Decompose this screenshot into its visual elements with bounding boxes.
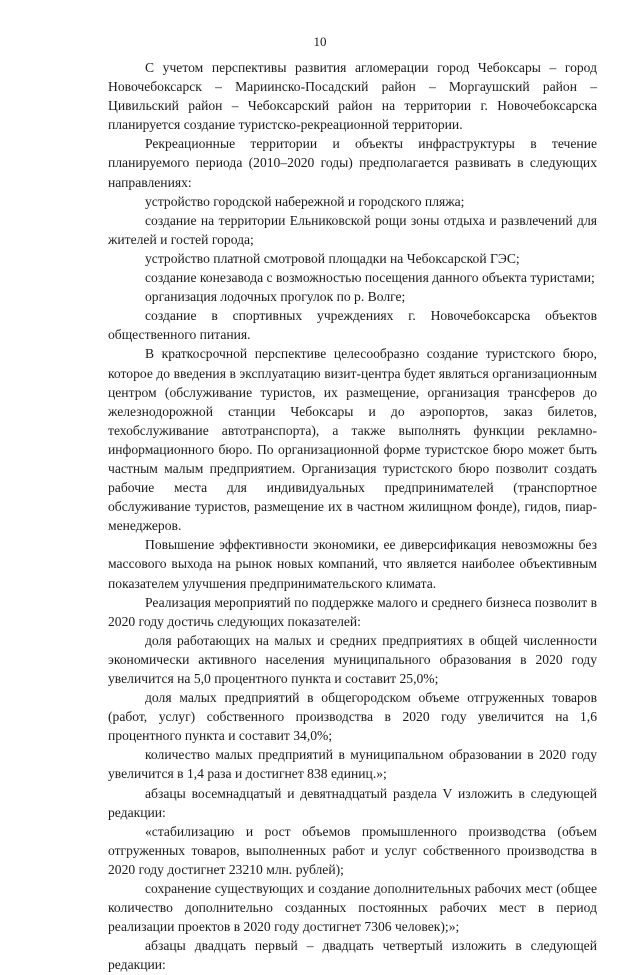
paragraph: создание на территории Ельниковской рощи зоны отдыха и развлечений для жителей и гостей города; — [108, 212, 597, 247]
paragraph: абзацы двадцать первый – двадцать четвертый изложить в следующей редакции: — [108, 938, 597, 973]
paragraph: организация лодочных прогулок по р. Волге; — [145, 289, 406, 305]
paragraph: Реализация мероприятий по поддержке малого и среднего бизнеса позволит в 2020 году достичь следующих показателей: — [108, 594, 597, 629]
paragraph: доля малых предприятий в общегородском объеме отгруженных товаров (работ, услуг) собственного производства в 2020 году увеличится на 1,6 процентного пункта и составит 34,0%; — [108, 690, 597, 744]
paragraph: С учетом перспективы развития агломерации город Чебоксары – город Новочебоксарск – Мариинско-Посадский район – Моргаушский район – Цивильский район – Чебоксарский район на территории г. Новочебоксарска планируется создание туристско-рекреационной территории. — [108, 60, 597, 133]
paragraph: абзацы восемнадцатый и девятнадцатый раздела V изложить в следующей редакции: — [108, 785, 597, 820]
paragraph: «стабилизацию и рост объемов промышленного производства (объем отгруженных товаров, выполненных работ и услуг собственного производства в 2020 году достигнет 23210 млн. рублей); — [108, 823, 597, 877]
paragraph: сохранение существующих и создание дополнительных рабочих мест (общее количество дополнительно созданных постоянных рабочих мест в период реализации проектов в 2020 году достигнет 7306 человек);»; — [108, 881, 597, 935]
paragraph: устройство городской набережной и городского пляжа; — [145, 193, 465, 209]
document-body — [108, 58, 597, 975]
paragraph: доля работающих на малых и средних предприятиях в общей численности экономически активного населения муниципального образования в 2020 году увеличится на 5,0 процентного пункта и составит 25,0%; — [108, 632, 597, 686]
paragraph: Повышение эффективности экономики, ее диверсификация невозможны без массового выхода на рынок новых компаний, что является наиболее объективным показателем улучшения предпринимательского климата. — [108, 537, 597, 591]
paragraph: В краткосрочной перспективе целесообразно создание туристского бюро, которое до введения в эксплуатацию визит-центра будет являться организационным центром (обслуживание туристов, их размещение, организация трансферов до железнодорожной станции Чебоксары и до аэропортов, заказ билетов, техобслуживание автотранспорта), а также выполнять функции рекламно-информационного бюро. По организационной форме туристское бюро может быть частным малым предприятием. Организация туристского бюро позволит создать рабочие места для индивидуальных предпринимателей (транспортное обслуживание туристов, размещение их в частном жилищном фонде), гидов, пиар-менеджеров. — [108, 346, 597, 534]
page-number: 10 — [313, 34, 327, 49]
paragraph: создание в спортивных учреждениях г. Новочебоксарска объектов общественного питания. — [108, 308, 597, 343]
paragraph: устройство платной смотровой площадки на Чебоксарской ГЭС; — [145, 250, 520, 266]
paragraph: создание конезавода с возможностью посещения данного объекта туристами; — [145, 270, 595, 286]
paragraph: Рекреационные территории и объекты инфраструктуры в течение планируемого периода (2010–2020 годы) предполагается развивать в следующих направлениях: — [108, 136, 597, 190]
paragraph: количество малых предприятий в муниципальном образовании в 2020 году увеличится в 1,4 раза и достигнет 838 единиц.»; — [108, 747, 597, 782]
